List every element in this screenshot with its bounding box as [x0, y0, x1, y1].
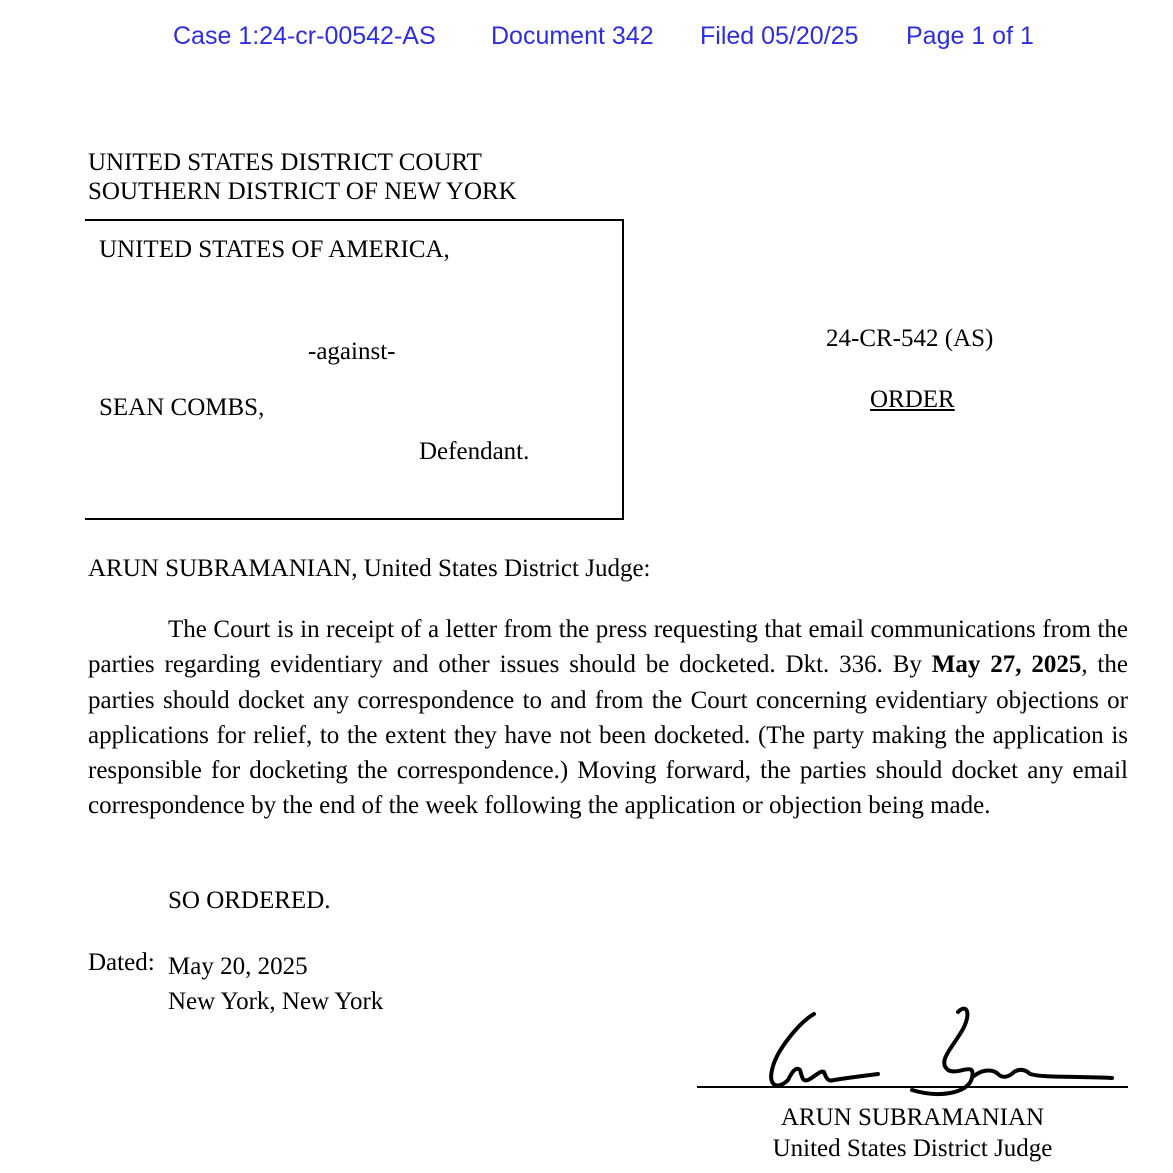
dated-date: May 20, 2025 [168, 953, 308, 980]
document-title: ORDER [870, 386, 955, 413]
judge-signature-icon [762, 1000, 1122, 1100]
signer-title: United States District Judge [772, 1135, 1053, 1162]
order-body [88, 612, 1128, 824]
court-name: UNITED STATES DISTRICT COURT [88, 149, 482, 176]
order-paragraph [88, 612, 1128, 824]
dated-label: Dated: [88, 949, 155, 976]
so-ordered: SO ORDERED. [168, 887, 331, 914]
ecf-case-number: Case 1:24-cr-00542-AS [173, 22, 436, 50]
order-deadline: May 27, 2025 [931, 651, 1082, 679]
dated-block [168, 949, 383, 1019]
ecf-page-count: Page 1 of 1 [906, 22, 1034, 50]
case-caption-box [85, 219, 624, 520]
ecf-document-number: Document 342 [491, 22, 654, 50]
caption-defendant-name: SEAN COMBS, [99, 394, 265, 421]
caption-versus: -against- [308, 338, 396, 365]
order-text-part1: The Court is in receipt of a letter from the press requesting that email communications from the parties regarding evidentiary and other issues should be docketed. Dkt. 336. By [88, 616, 1128, 679]
signer-name: ARUN SUBRAMANIAN [780, 1104, 1045, 1131]
ecf-filed-date: Filed 05/20/25 [700, 22, 859, 50]
signature-block [697, 1102, 1128, 1164]
judge-intro: ARUN SUBRAMANIAN, United States District Judge: [88, 555, 651, 582]
signature-line [697, 1086, 1128, 1088]
dated-place: New York, New York [168, 988, 384, 1015]
court-district: SOUTHERN DISTRICT OF NEW YORK [88, 178, 517, 205]
order-text-part2: , the parties should docket any correspondence to and from the Court concerning evidentiary objections or applications for relief, to the extent they have not been docketed. (The party making the application is responsible for docketing the correspondence.) Moving forward, the parties should docket any email correspondence by the end of the week following the application or objection being made. [88, 651, 1128, 820]
case-number: 24-CR-542 (AS) [826, 325, 994, 352]
ecf-header [0, 22, 1173, 56]
caption-defendant-role: Defendant. [419, 438, 530, 465]
caption-plaintiff: UNITED STATES OF AMERICA, [99, 236, 450, 263]
